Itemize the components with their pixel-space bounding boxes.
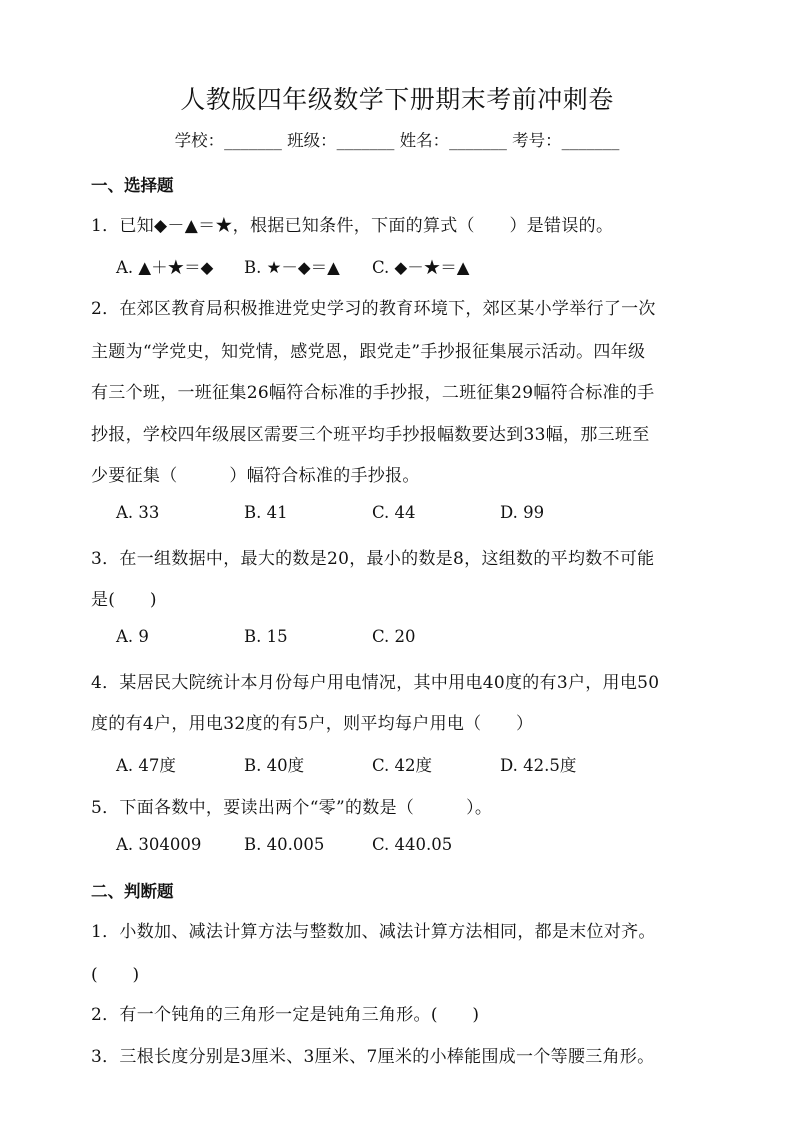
option: A. 33 xyxy=(116,503,160,522)
page-title: 人教版四年级数学下册期末考前冲刺卷 xyxy=(180,85,614,114)
option: B. 40.005 xyxy=(244,835,325,854)
question-text: 少要征集（ ）幅符合标准的手抄报。 xyxy=(91,466,420,486)
question-text: 2．有一个钝角的三角形一定是钝角三角形。( ) xyxy=(91,1005,480,1025)
section-heading-choice: 一、选择题 xyxy=(91,176,174,195)
question-text: 度的有4户，用电32度的有5户，则平均每户用电（ ） xyxy=(91,714,534,734)
question-text: 主题为“学党史，知党情，感党恩，跟党走”手抄报征集展示活动。四年级 xyxy=(91,342,646,362)
question-text: 有三个班，一班征集26幅符合标准的手抄报，二班征集29幅符合标准的手 xyxy=(91,383,655,403)
option: B. ★－◆＝▲ xyxy=(244,258,340,277)
option: B. 15 xyxy=(244,627,288,646)
question-text: 1．小数加、减法计算方法与整数加、减法计算方法相同，都是末位对齐。 xyxy=(91,922,656,942)
student-info-line: 学校：_______ 班级：_______ 姓名：_______ 考号：_______ xyxy=(174,131,620,150)
option: A. ▲＋★＝◆ xyxy=(116,258,214,277)
option: C. ◆－★＝▲ xyxy=(372,258,470,277)
question-text: 5．下面各数中，要读出两个“零”的数是（ ）。 xyxy=(91,798,493,818)
option: D. 99 xyxy=(500,503,545,522)
question-text: 1．已知◆－▲＝★，根据已知条件，下面的算式（ ）是错误的。 xyxy=(91,216,614,236)
option: C. 20 xyxy=(372,627,416,646)
option: C. 44 xyxy=(372,503,416,522)
option: D. 42.5度 xyxy=(500,756,577,775)
question-text: 2．在郊区教育局积极推进党史学习的教育环境下，郊区某小学举行了一次 xyxy=(91,299,656,319)
option: A. 9 xyxy=(116,627,149,646)
option: C. 42度 xyxy=(372,756,433,775)
question-text: 是( ) xyxy=(91,590,157,610)
question-text: ( ) xyxy=(91,965,140,985)
question-text: 抄报，学校四年级展区需要三个班平均手抄报幅数要达到33幅，那三班至 xyxy=(91,425,650,445)
question-text: 3．三根长度分别是3厘米、3厘米、7厘米的小棒能围成一个等腰三角形。 xyxy=(91,1047,655,1067)
question-text: 3．在一组数据中，最大的数是20，最小的数是8，这组数的平均数不可能 xyxy=(91,549,655,569)
section-heading-judgement: 二、判断题 xyxy=(91,882,174,901)
option: B. 40度 xyxy=(244,756,305,775)
option: B. 41 xyxy=(244,503,288,522)
option: C. 440.05 xyxy=(372,835,453,854)
option: A. 304009 xyxy=(116,835,202,854)
question-text: 4．某居民大院统计本月份每户用电情况，其中用电40度的有3户，用电50 xyxy=(91,673,660,693)
option: A. 47度 xyxy=(116,756,176,775)
